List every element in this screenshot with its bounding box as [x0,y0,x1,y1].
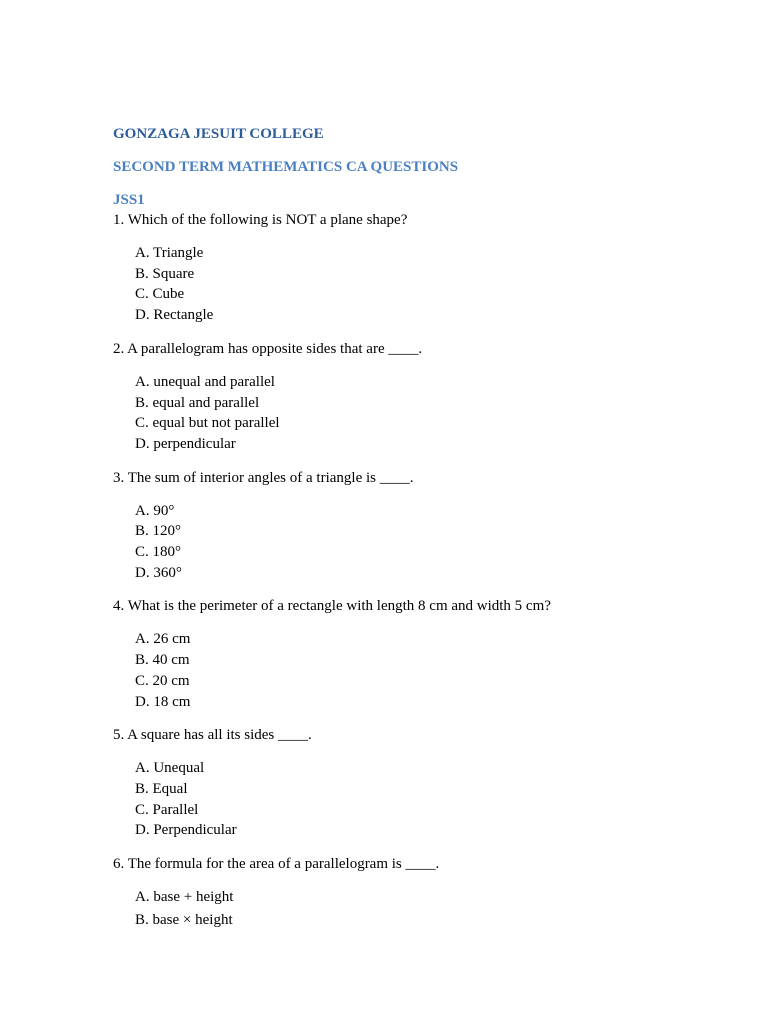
option-item: D. Rectangle [135,307,214,324]
class-label: JSS1 [113,192,145,208]
option-item: B. Equal [135,780,188,797]
option-item: D. perpendicular [135,435,236,452]
option-item: C. equal but not parallel [135,415,280,432]
option-item: C. Cube [135,286,185,303]
question-text: 3. The sum of interior angles of a triangle is ____. [113,469,414,486]
option-item: C. 180° [135,544,182,561]
option-item: B. base × height [135,912,233,929]
option-list [135,758,733,841]
option-item: A. unequal and parallel [135,373,275,390]
option-item: A. 90° [135,502,175,519]
option-item: A. Unequal [135,760,205,777]
question-text: 4. What is the perimeter of a rectangle with length 8 cm and width 5 cm? [113,598,551,615]
exam-title: SECOND TERM MATHEMATICS CA QUESTIONS [113,159,459,175]
option-item: D. 360° [135,564,182,581]
question-text: 6. The formula for the area of a parallelogram is ____. [113,856,440,873]
question-text: 5. A square has all its sides ____. [113,727,312,744]
option-list [135,243,733,326]
document-page [113,124,733,934]
question-block-6 [113,854,733,934]
option-item: A. Triangle [135,245,204,261]
option-item: C. Parallel [135,801,199,818]
option-item: D. 18 cm [135,693,191,710]
option-list [135,629,733,712]
option-item: D. Perpendicular [135,822,237,839]
question-block-5 [113,725,733,841]
question-block-1 [113,210,733,326]
option-item: B. equal and parallel [135,394,260,411]
option-item: B. 40 cm [135,652,190,669]
option-item: B. Square [135,265,195,282]
option-item: A. 26 cm [135,631,191,648]
question-block-3 [113,468,733,584]
question-block-2 [113,339,733,455]
question-text: 2. A parallelogram has opposite sides that are ____. [113,340,423,357]
option-list [135,372,733,455]
option-item: C. 20 cm [135,672,190,689]
college-name: GONZAGA JESUIT COLLEGE [113,126,324,142]
option-item: B. 120° [135,523,182,540]
option-list [135,501,733,584]
question-text: 1. Which of the following is NOT a plane shape? [113,212,408,228]
question-block-4 [113,596,733,712]
option-item: A. base + height [135,889,234,906]
option-list [135,887,733,934]
